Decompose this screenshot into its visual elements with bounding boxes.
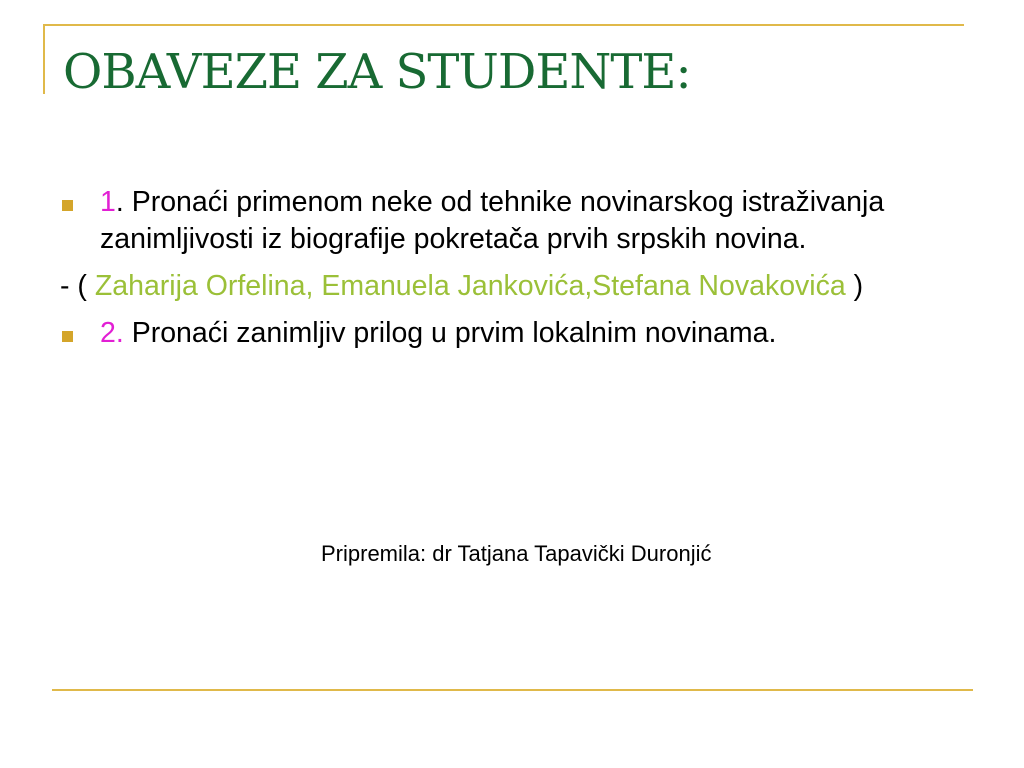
square-bullet-icon <box>62 200 73 211</box>
top-rule <box>43 24 964 26</box>
names-suffix: ) <box>845 270 864 302</box>
bottom-rule <box>52 689 973 691</box>
item-number: 2. <box>100 317 124 349</box>
author-credit: Pripremila: dr Tatjana Tapavički Duronjić <box>321 541 712 566</box>
names-list: Zaharija Orfelina, Emanuela Jankovića,Stefana Novakovića <box>94 270 846 302</box>
names-prefix: - ( <box>60 270 95 302</box>
left-rule <box>43 24 45 94</box>
slide-title: OBAVEZE ZA STUDENTE: <box>63 44 691 100</box>
square-bullet-icon <box>62 331 73 342</box>
item-text: . Pronaći primenom neke od tehnike novinarskog istraživanja zanimljivosti iz biografije pokretača prvih srpskih novina. <box>100 186 885 255</box>
list-item-names <box>60 268 970 305</box>
list-item-1 <box>60 184 970 258</box>
slide-body <box>60 184 970 362</box>
list-item-2 <box>60 315 970 352</box>
item-number: 1 <box>100 186 116 218</box>
item-text: Pronaći zanimljiv prilog u prvim lokalnim novinama. <box>123 317 777 349</box>
